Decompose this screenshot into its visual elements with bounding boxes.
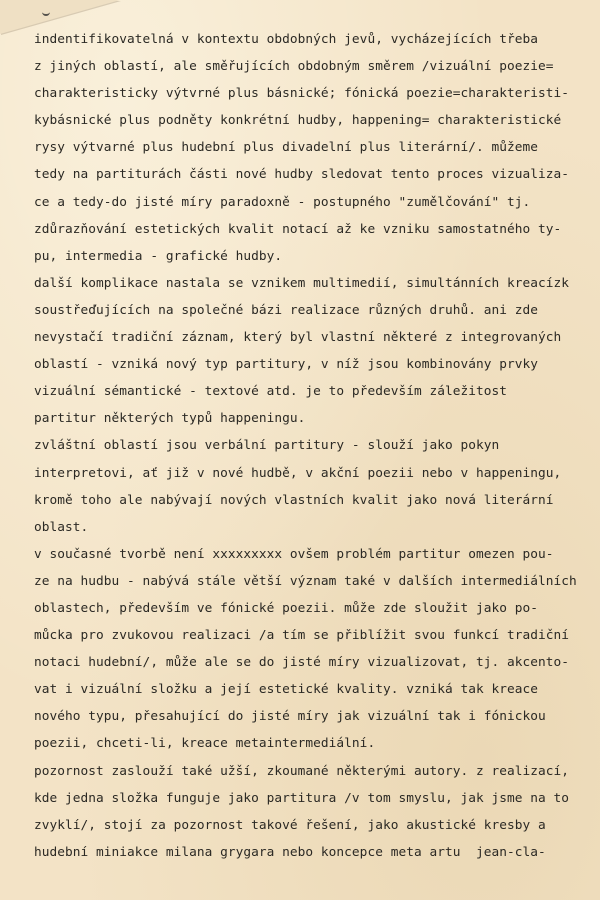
text-line: zdůrazňování estetických kvalit notací až ke vzniku samostatného ty- [34, 221, 562, 237]
text-line: interpretovi, ať již v nové hudbě, v akční poezii nebo v happeningu, [34, 465, 562, 481]
text-line: notaci hudební/, může ale se do jisté míry vizualizovat, tj. akcento- [34, 655, 570, 671]
text-line: pu, intermedia - grafické hudby. [34, 248, 283, 264]
typewritten-text [34, 26, 600, 866]
text-line: vat i vizuální složku a její estetické kvality. vzniká tak kreace [34, 682, 539, 698]
text-line: indentifikovatelná v kontextu obdobných jevů, vycházejících třeba [34, 32, 539, 47]
text-line: charakteristicky výtvrné plus básnické; fónická poezie=charakteristi- [34, 86, 570, 102]
text-line: ce a tedy-do jisté míry paradoxně - postupného "zumělčování" tj. [34, 194, 531, 210]
text-line: můcka pro zvukovou realizaci /a tím se přiblížit svou funkcí tradiční [34, 628, 570, 644]
text-line: nového typu, přesahující do jisté míry jak vizuální tak i fónickou [34, 709, 546, 725]
text-line: hudební miniakce milana grygara nebo koncepce meta artu jean-cla- [34, 844, 546, 860]
text-line: poezii, chceti-li, kreace metaintermediální. [34, 736, 376, 752]
text-line: další komplikace nastala se vznikem multimedií, simultánních kreacízk [34, 275, 570, 291]
text-line: z jiných oblastí, ale směřujících obdobným směrem /vizuální poezie= [34, 59, 554, 75]
text-line: oblastech, především ve fónické poezii. může zde sloužit jako po- [34, 600, 539, 616]
text-line: pozornost zaslouží také užší, zkoumané některými autory. z realizací, [34, 763, 570, 779]
text-line: v současné tvorbě není xxxxxxxxx ovšem problém partitur omezen pou- [34, 546, 554, 562]
text-line: oblast. [34, 519, 89, 535]
text-line: zvyklí/, stojí za pozornost takové řešení, jako akustické kresby a [34, 817, 546, 833]
text-line: soustřeďujících na společné bázi realizace různých druhů. ani zde [34, 302, 539, 318]
text-line: partitur některých typů happeningu. [34, 411, 306, 427]
text-line: ze na hudbu - nabývá stále větší význam také v dalších intermediálních [34, 573, 577, 589]
text-line: nevystačí tradiční záznam, který byl vlastní některé z integrovaných [34, 330, 562, 346]
text-line: tedy na partiturách části nové hudby sledovat tento proces vizualiza- [34, 167, 570, 183]
text-line: rysy výtvarné plus hudební plus divadelní plus literární/. můžeme [34, 140, 539, 156]
text-line: kde jedna složka funguje jako partitura /v tom smyslu, jak jsme na to [34, 790, 570, 806]
text-line: kromě toho ale nabývají nových vlastních kvalit jako nová literární [34, 492, 554, 508]
text-line: vizuální sémantické - textové atd. je to především záležitost [34, 384, 508, 400]
text-line: zvláštní oblastí jsou verbální partitury - slouží jako pokyn [34, 438, 500, 454]
text-line: kybásnické plus podněty konkrétní hudby, happening= charakteristické [34, 113, 562, 129]
text-line: oblastí - vzniká nový typ partitury, v níž jsou kombinovány prvky [34, 357, 539, 373]
